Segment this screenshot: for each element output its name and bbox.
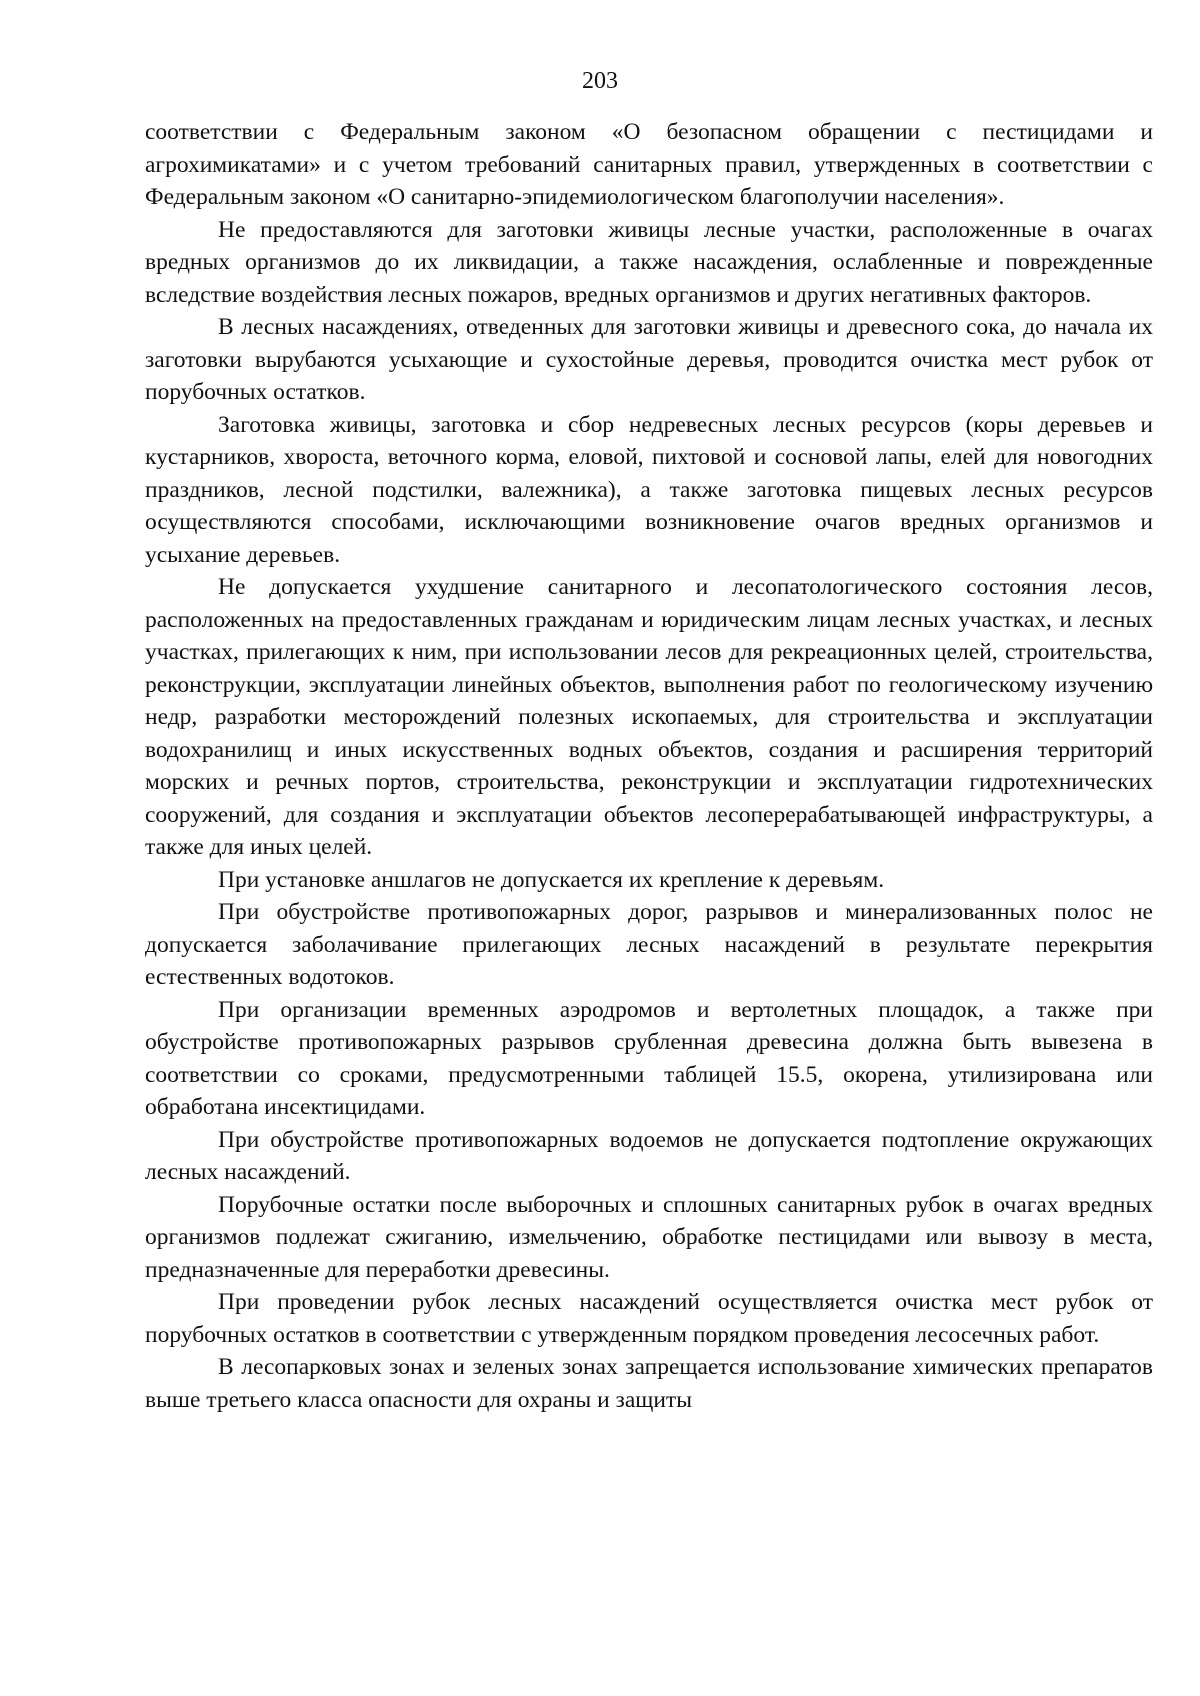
paragraph: Не допускается ухудшение санитарного и лесопатологического состояния лесов, расположенных на предоставленных гражданам и юридическим лицам лесных участках, и лесных участках, прилегающих к ним, при использовании лесов для рекреационных целей, строительства, реконструкции, эксплуатации линейных объектов, выполнения работ по геологическому изучению недр, разработки месторождений полезных ископаемых, для строительства и эксплуатации водохранилищ и иных искусственных водных объектов, создания и расширения территорий морских и речных портов, строительства, реконструкции и эксплуатации гидротехнических сооружений, для создания и эксплуатации объектов лесоперерабатывающей инфраструктуры, а также для иных целей. [145, 574, 1153, 860]
body-text [145, 116, 1153, 1416]
paragraph: Заготовка живицы, заготовка и сбор недревесных лесных ресурсов (коры деревьев и кустарников, хвороста, веточного корма, еловой, пихтовой и сосновой лапы, елей для новогодних праздников, лесной подстилки, валежника), а также заготовка пищевых лесных ресурсов осуществляются способами, исключающими возникновение очагов вредных организмов и усыхание деревьев. [145, 411, 1153, 568]
paragraph: При организации временных аэродромов и вертолетных площадок, а также при обустройстве противопожарных разрывов срубленная древесина должна быть вывезена в соответствии со сроками, предусмотренными таблицей 15.5, окорена, утилизирована или обработана инсектицидами. [145, 996, 1153, 1120]
paragraph: Не предоставляются для заготовки живицы лесные участки, расположенные в очагах вредных организмов до их ликвидации, а также насаждения, ослабленные и поврежденные вследствие воздействия лесных пожаров, вредных организмов и других негативных факторов. [145, 216, 1153, 308]
paragraph: В лесопарковых зонах и зеленых зонах запрещается использование химических препаратов выше третьего класса опасности для охраны и защиты [145, 1354, 1153, 1413]
paragraph: При проведении рубок лесных насаждений осуществляется очистка мест рубок от порубочных остатков в соответствии с утвержденным порядком проведения лесосечных работ. [145, 1289, 1153, 1348]
paragraph: соответствии с Федеральным законом «О безопасном обращении с пестицидами и агрохимикатами» и с учетом требований санитарных правил, утвержденных в соответствии с Федеральным законом «О санитарно-эпидемиологическом благополучии населения». [145, 119, 1153, 210]
paragraph: При установке аншлагов не допускается их крепление к деревьям. [218, 866, 885, 893]
paragraph: При обустройстве противопожарных дорог, разрывов и минерализованных полос не допускается заболачивание прилегающих лесных насаждений в результате перекрытия естественных водотоков. [145, 899, 1153, 990]
paragraph: При обустройстве противопожарных водоемов не допускается подтопление окружающих лесных насаждений. [145, 1126, 1153, 1185]
page-number: 203 [582, 68, 618, 94]
paragraph: В лесных насаждениях, отведенных для заготовки живицы и древесного сока, до начала их заготовки вырубаются усыхающие и сухостойные деревья, проводится очистка мест рубок от порубочных остатков. [145, 314, 1153, 405]
paragraph: Порубочные остатки после выборочных и сплошных санитарных рубок в очагах вредных организмов подлежат сжиганию, измельчению, обработке пестицидами или вывозу в места, предназначенные для переработки древесины. [145, 1191, 1153, 1283]
